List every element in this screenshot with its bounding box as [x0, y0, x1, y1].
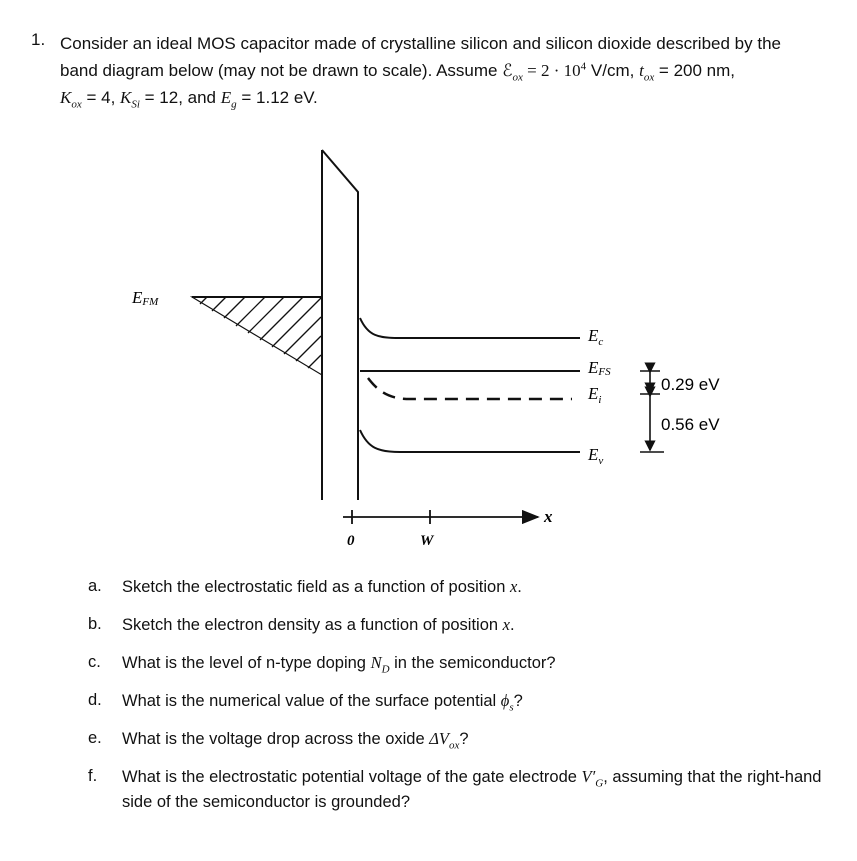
ev-band: [360, 430, 580, 452]
question-item: a. Sketch the electrostatic field as a function of position x.: [88, 577, 522, 596]
intro-line-2: band diagram below (may not be drawn to scale). Assume ℰ$_{ox}$ = $2 \cdot 10^4$ V/cm, $t_{ox} = 200$ nm,: [60, 60, 736, 84]
efm-label: EFM: [132, 288, 159, 308]
efs-label: EFS: [588, 358, 611, 378]
axis-x-label: x: [544, 507, 553, 526]
ei-level: [368, 378, 572, 399]
ec-band: [360, 318, 580, 338]
tox-symbol: t: [639, 61, 644, 80]
gap-056-label: 0.56 eV: [661, 415, 720, 434]
question-list: [88, 574, 828, 827]
metal-region: [192, 297, 322, 375]
ec-label: $E_c$: [588, 326, 604, 348]
intro-line-1: Consider an ideal MOS capacitor made of crystalline silicon and silicon dioxide described by the: [60, 34, 781, 53]
question-item: e. What is the voltage drop across the oxide $\Delta V_{ox}$?: [88, 729, 469, 752]
intro-line-3: $K_{ox} = 4$, $K_{Si} = 12$, and $E_g = 1.12$ eV.: [60, 88, 318, 111]
question-item: b. Sketch the electron density as a function of position x.: [88, 615, 515, 634]
axis-zero-label: 0: [347, 533, 355, 549]
eg-symbol: E: [220, 88, 232, 107]
gap-029-label: 0.29 eV: [661, 375, 720, 394]
ev-label: $E_v$: [588, 445, 604, 467]
eox-symbol: ℰ: [502, 61, 513, 80]
oxide-barrier: [322, 150, 358, 500]
question-item: d. What is the numerical value of the surface potential $\phi_s$?: [88, 691, 523, 714]
question-item: f. What is the electrostatic potential voltage of the gate electrode $V'_G$, assuming that the right-hand side of the semiconductor is grounded?: [88, 767, 822, 811]
kox-symbol: K: [60, 88, 72, 107]
ksi-symbol: K: [120, 88, 132, 107]
question-item: c. What is the level of n-type doping $N_D$ in the semiconductor?: [88, 653, 556, 676]
ei-label: $E_i$: [588, 384, 602, 406]
problem-number: 1.: [31, 30, 46, 49]
position-axis: [343, 510, 538, 524]
axis-w-label: W: [420, 533, 434, 549]
